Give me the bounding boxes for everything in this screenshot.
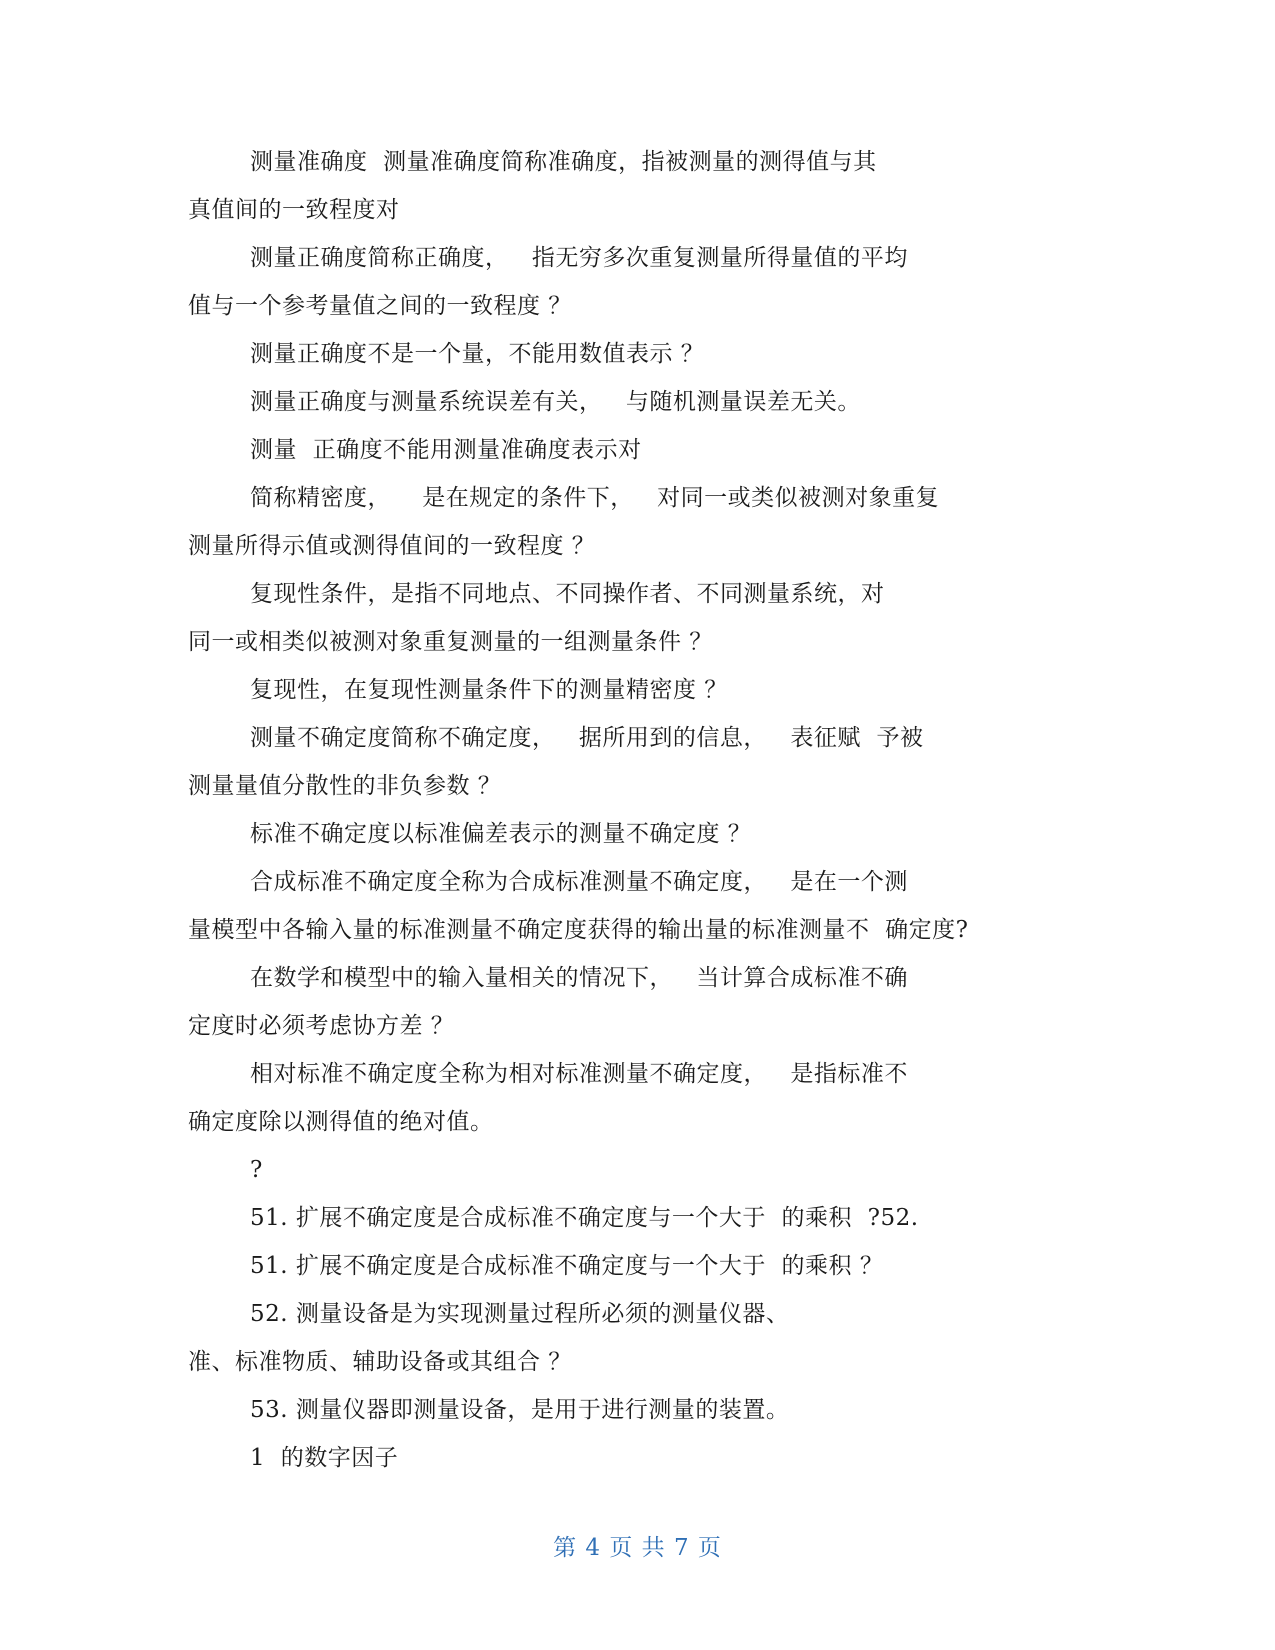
text-line: 准、标准物质、辅助设备或其组合 ？ xyxy=(188,1349,572,1375)
text-line: 复现性，在复现性测量条件下的测量精密度 ？ xyxy=(250,677,728,703)
text-line: 定度时必须考虑协方差 ？ xyxy=(188,1013,455,1039)
text-line: 测量所得示值或测得值间的一致程度 ？ xyxy=(188,533,596,559)
text-line: 测量正确度与测量系统误差有关， 与随机测量误差无关。 xyxy=(250,389,861,415)
text-line: 合成标准不确定度全称为合成标准测量不确定度， 是在一个测 xyxy=(250,869,908,895)
text-line: 真值间的一致程度对 xyxy=(188,197,400,223)
text-line: 简称精密度， 是在规定的条件下， 对同一或类似被测对象重复 xyxy=(250,485,940,511)
text-line: 测量准确度 测量准确度简称准确度，指被测量的测得值与其 xyxy=(250,149,877,175)
text-line: 测量正确度不是一个量，不能用数值表示 ？ xyxy=(250,341,705,367)
text-line: 值与一个参考量值之间的一致程度 ？ xyxy=(188,293,572,319)
text-line: 测量正确度简称正确度， 指无穷多次重复测量所得量值的平均 xyxy=(250,245,908,271)
text-line: 量模型中各输入量的标准测量不确定度获得的输出量的标准测量不 确定度? xyxy=(188,917,969,943)
page-footer-number: 第 4 页 共 7 页 xyxy=(553,1535,722,1561)
text-line: 测量 正确度不能用测量准确度表示对 xyxy=(250,437,642,463)
text-line: 复现性条件，是指不同地点、不同操作者、不同测量系统，对 xyxy=(250,581,885,607)
text-line: 1 的数字因子 xyxy=(250,1445,399,1471)
text-line: 标准不确定度以标准偏差表示的测量不确定度 ？ xyxy=(250,821,752,847)
text-line: 测量不确定度简称不确定度， 据所用到的信息， 表征赋 予被 xyxy=(250,725,924,751)
text-line: 在数学和模型中的输入量相关的情况下， 当计算合成标准不确 xyxy=(250,965,908,991)
text-line: 53. 测量仪器即测量设备，是用于进行测量的装置。 xyxy=(250,1397,790,1423)
text-line: ? xyxy=(250,1157,263,1183)
text-line: 同一或相类似被测对象重复测量的一组测量条件 ？ xyxy=(188,629,713,655)
text-line: 51. 扩展不确定度是合成标准不确定度与一个大于 的乘积 ?52. xyxy=(250,1205,919,1231)
text-line: 51. 扩展不确定度是合成标准不确定度与一个大于 的乘积 ？ xyxy=(250,1253,884,1279)
text-line: 相对标准不确定度全称为相对标准测量不确定度， 是指标准不 xyxy=(250,1061,908,1087)
text-line: 测量量值分散性的非负参数 ？ xyxy=(188,773,502,799)
text-line: 确定度除以测得值的绝对值。 xyxy=(188,1109,494,1135)
text-line: 52. 测量设备是为实现测量过程所必须的测量仪器、 xyxy=(250,1301,790,1327)
